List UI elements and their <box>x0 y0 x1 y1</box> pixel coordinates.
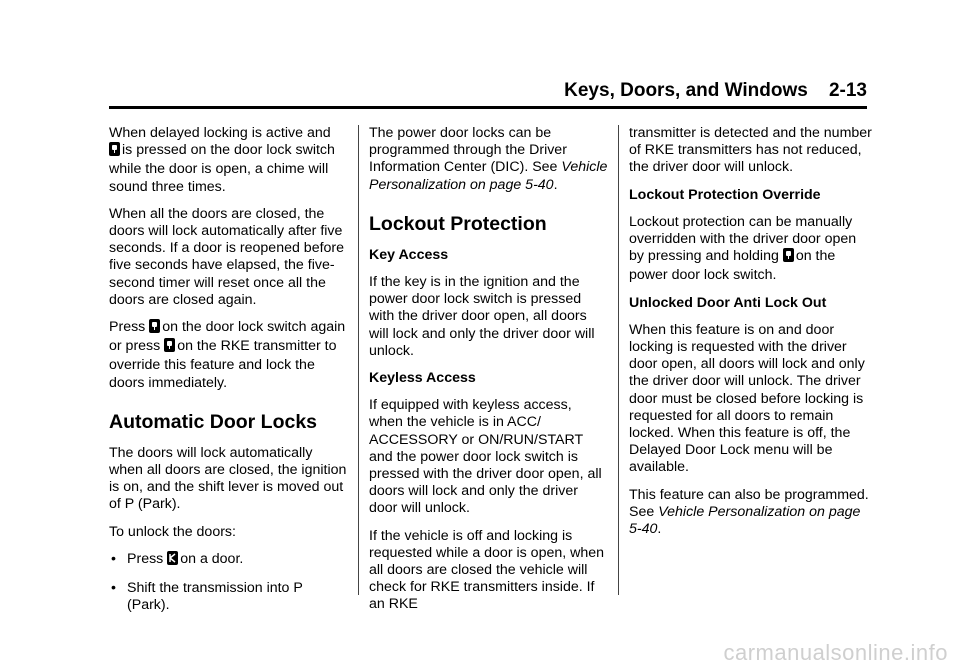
paragraph: The power door locks can be programmed through the Driver Information Center (DIC). See Vehicle Personalization on page 5-40. <box>369 125 608 193</box>
bullet-icon: • <box>111 550 116 567</box>
column-divider <box>358 125 359 595</box>
section-heading: Automatic Door Locks <box>109 410 318 433</box>
paragraph: The doors will lock automatically when all doors are closed, the ignition is on, and the shift lever is moved out of P (Park). <box>109 444 347 513</box>
lock-icon <box>109 142 120 161</box>
cross-reference[interactable]: Vehicle Personalization on page 5-40 <box>629 503 861 538</box>
bullet-icon: • <box>111 580 116 597</box>
column-1 <box>109 125 347 624</box>
bullet-list <box>109 551 347 615</box>
page-number: 2-13 <box>828 80 867 101</box>
paragraph: When all the doors are closed, the doors will lock automatically after five seconds. If a door is reopened before five seconds have elapsed, the five-second timer will reset once all the doors are closed again. <box>109 205 345 308</box>
paragraph: Lockout protection can be manually overridden with the driver door open by pressing and holding on the power door lock switch. <box>629 213 857 284</box>
list-item: • Press on a door. <box>109 551 347 570</box>
paragraph: This feature can also be programmed. See Vehicle Personalization on page 5-40. <box>629 486 869 538</box>
section-title: Keys, Doors, and Windows <box>564 80 808 101</box>
paragraph: If the vehicle is off and locking is requested while a door is open, when all doors are closed the vehicle will check for RKE transmitters inside. If an RKE <box>369 527 605 613</box>
lock-icon <box>783 248 794 267</box>
column-2 <box>369 125 609 624</box>
paragraph: To unlock the doors: <box>109 523 236 540</box>
subheading: Key Access <box>369 246 449 263</box>
paragraph: transmitter is detected and the number of RKE transmitters has not reduced, the driver door will unlock. <box>629 125 872 176</box>
column-3 <box>629 125 874 548</box>
lock-icon <box>164 338 175 357</box>
subheading: Lockout Protection Override <box>629 186 821 203</box>
paragraph: If the key is in the ignition and the power door lock switch is pressed with the driver door open, all doors will lock and only the driver door will unlock. <box>369 274 595 359</box>
section-heading: Lockout Protection <box>369 212 547 235</box>
cross-reference[interactable]: Vehicle Personalization on page 5-40 <box>369 159 608 193</box>
list-item: • Shift the transmission into P (Park). <box>111 580 303 614</box>
header-rule <box>109 106 867 109</box>
unlock-icon <box>167 551 178 570</box>
page-header <box>560 80 867 102</box>
watermark: carmanualsonline.info <box>723 640 948 665</box>
lock-icon <box>149 319 160 338</box>
paragraph: When this feature is on and door locking is requested with the driver door open, all doors will lock and only the driver door will unlock. The driver door must be closed before locking is requested for all doors to remain locked. When this feature is off, the Delayed Door Lock menu will be available. <box>629 321 865 476</box>
subheading: Keyless Access <box>369 370 476 387</box>
subheading: Unlocked Door Anti Lock Out <box>629 294 827 311</box>
paragraph: If equipped with keyless access, when the vehicle is in ACC/ ACCESSORY or ON/RUN/START and the power door lock switch is pressed with the driver door open, all doors will lock and only the driver door will unlock. <box>369 397 602 517</box>
column-divider <box>618 125 619 595</box>
paragraph: Press on the door lock switch again or press on the RKE transmitter to override this feature and lock the doors immediately. <box>109 319 346 391</box>
paragraph: When delayed locking is active and is pressed on the door lock switch while the door is open, a chime will sound three times. <box>109 125 335 195</box>
